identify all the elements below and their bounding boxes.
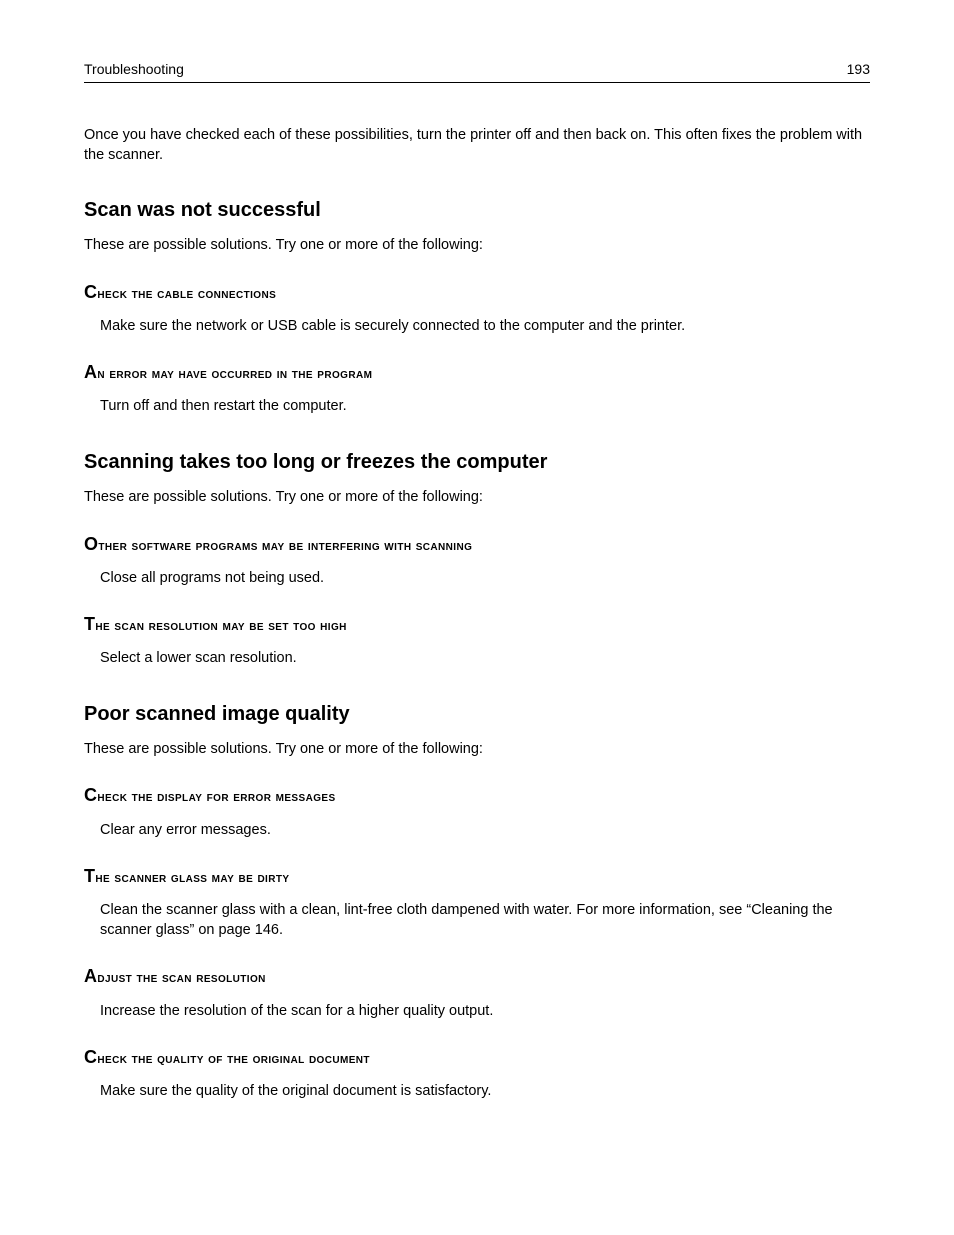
section-heading: Scan was not successful — [84, 199, 321, 221]
chapter-title: Troubleshooting — [84, 61, 184, 77]
solution-text: Clean the scanner glass with a clean, lint-free cloth dampened with water. For more information, see “Cleaning the scanner glass” on page 146. — [100, 902, 833, 938]
solution-text: Make sure the quality of the original document is satisfactory. — [100, 1083, 492, 1099]
solution-text: Increase the resolution of the scan for a higher quality output. — [100, 1003, 494, 1019]
section-lead: These are possible solutions. Try one or more of the following: — [84, 237, 483, 253]
solution-heading — [84, 866, 289, 887]
solution-heading — [84, 614, 347, 635]
solution-heading-initial: T — [84, 866, 96, 886]
solution-heading-initial: C — [84, 785, 98, 805]
solution-heading — [84, 362, 372, 383]
page-header — [84, 60, 870, 83]
solution-heading-rest: ther software programs may be interfering with scanning — [98, 537, 473, 553]
solution-heading — [84, 1047, 370, 1068]
page-number: 193 — [846, 61, 870, 77]
solution-heading-rest: heck the cable connections — [97, 285, 277, 301]
solution-heading-rest: n error may have occurred in the program — [97, 365, 373, 381]
solution-heading-rest: he scanner glass may be dirty — [95, 869, 290, 885]
section-lead: These are possible solutions. Try one or more of the following: — [84, 489, 483, 505]
solution-text: Clear any error messages. — [100, 822, 271, 838]
section-heading: Poor scanned image quality — [84, 703, 350, 725]
solution-heading-initial: C — [84, 1047, 98, 1067]
solution-heading — [84, 282, 276, 303]
section-heading: Scanning takes too long or freezes the computer — [84, 451, 548, 473]
intro-paragraph: Once you have checked each of these possibilities, turn the printer off and then back on. This often fixes the problem with the scanner. — [84, 127, 863, 163]
solution-heading-rest: djust the scan resolution — [97, 969, 266, 985]
solution-heading — [84, 966, 266, 987]
section-lead: These are possible solutions. Try one or more of the following: — [84, 741, 483, 757]
solution-heading — [84, 534, 472, 555]
solution-text: Close all programs not being used. — [100, 570, 325, 586]
solution-heading-initial: A — [84, 362, 98, 382]
solution-heading — [84, 785, 336, 806]
solution-heading-initial: O — [84, 534, 99, 554]
solution-text: Select a lower scan resolution. — [100, 650, 297, 666]
solution-heading-initial: C — [84, 282, 98, 302]
solution-text: Turn off and then restart the computer. — [100, 398, 347, 414]
solution-heading-rest: heck the quality of the original document — [97, 1050, 370, 1066]
solution-heading-initial: T — [84, 614, 96, 634]
solution-heading-rest: heck the display for error messages — [97, 788, 336, 804]
solution-heading-initial: A — [84, 966, 98, 986]
solution-heading-rest: he scan resolution may be set too high — [95, 617, 347, 633]
solution-text: Make sure the network or USB cable is securely connected to the computer and the printer. — [100, 318, 686, 334]
